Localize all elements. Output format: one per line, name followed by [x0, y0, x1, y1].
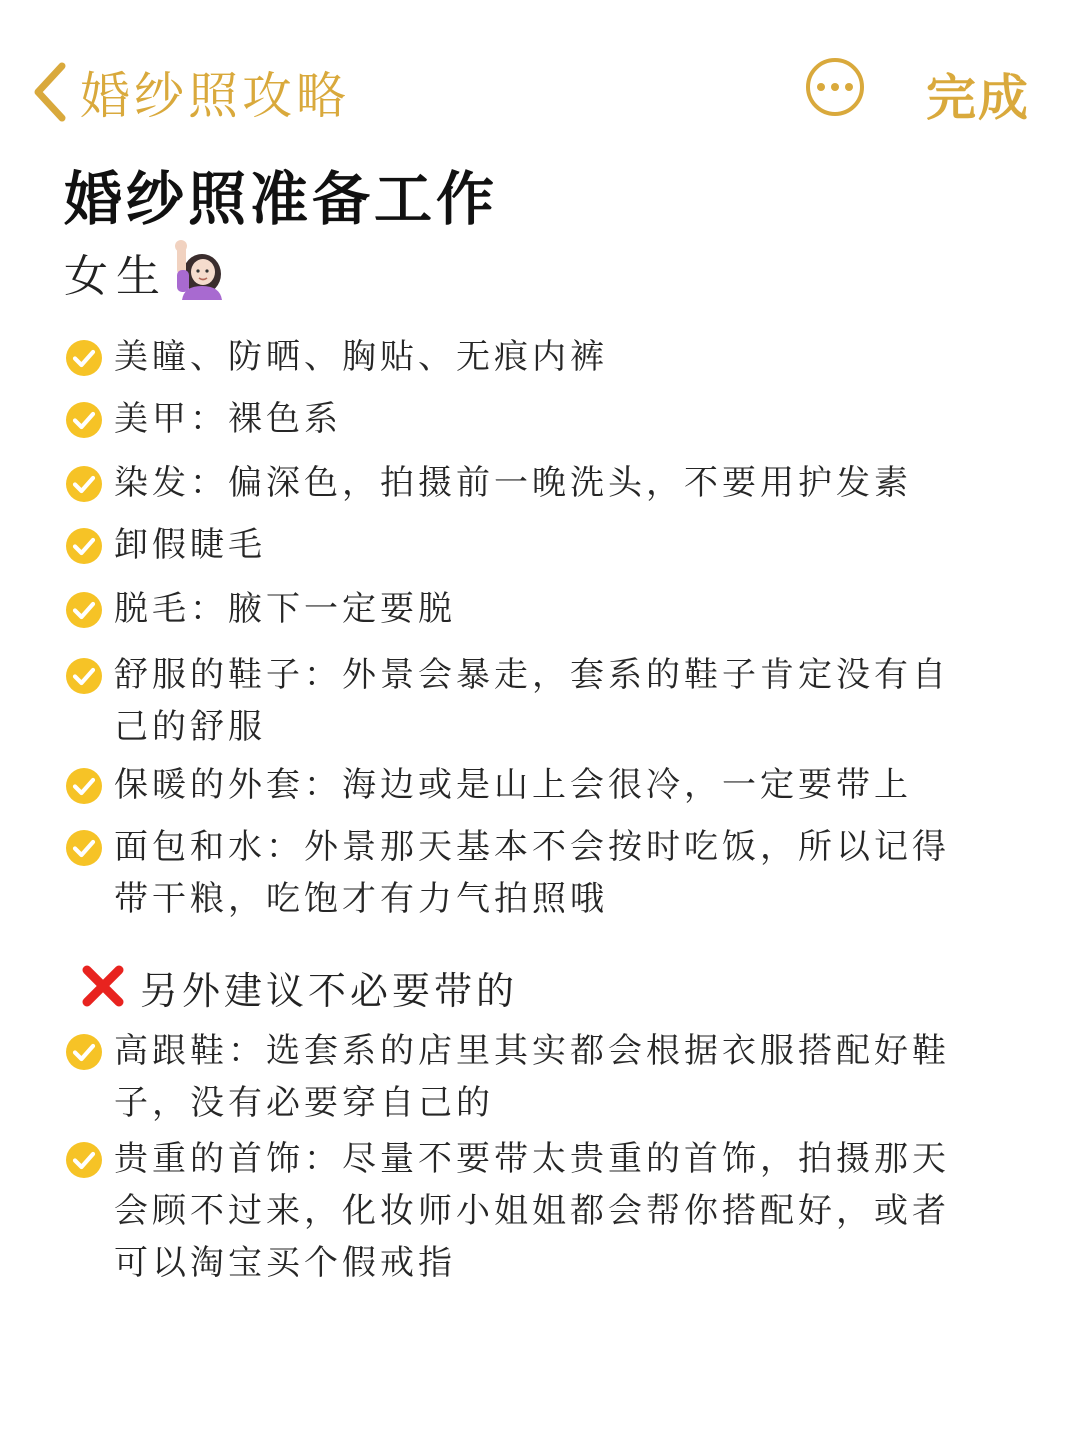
list-item-text: 保暖的外套：海边或是山上会很冷，一定要带上: [114, 765, 912, 805]
section-heading: [80, 960, 518, 1015]
chevron-left-icon: [30, 60, 70, 124]
list-item: [66, 519, 1016, 571]
back-label: 婚纱照攻略: [80, 67, 350, 125]
more-dot: [817, 83, 825, 91]
more-options-button[interactable]: [806, 58, 864, 116]
list-item: [66, 1025, 1016, 1129]
more-dot: [845, 83, 853, 91]
check-circle-icon: [66, 465, 102, 501]
list-item-text: 贵重的首饰：尽量不要带太贵重的首饰，拍摄那天: [114, 1139, 950, 1179]
section-heading-text: 另外建议不必要带的: [140, 969, 519, 1013]
list-item: [66, 331, 1016, 383]
list-item: [66, 759, 1016, 811]
page-title: 婚纱照准备工作: [64, 165, 499, 233]
check-circle-icon: [66, 591, 102, 627]
list-item: [66, 649, 1016, 753]
subtitle: [64, 240, 226, 304]
check-circle-icon: [66, 527, 102, 563]
list-item: [66, 1133, 1016, 1289]
preparation-list: [66, 331, 1016, 925]
list-item-text: 高跟鞋：选套系的店里其实都会根据衣服搭配好鞋: [114, 1031, 950, 1071]
check-circle-icon: [66, 657, 102, 693]
subtitle-text: 女生: [64, 251, 168, 302]
list-item-text: 染发：偏深色，拍摄前一晚洗头，不要用护发素: [114, 463, 912, 503]
red-cross-icon: [80, 963, 126, 1013]
list-item: [66, 583, 1016, 635]
list-item: [66, 457, 1016, 509]
done-button[interactable]: 完成: [926, 69, 1030, 127]
check-circle-icon: [66, 829, 102, 865]
check-circle-icon: [66, 1033, 102, 1069]
check-circle-icon: [66, 767, 102, 803]
back-button[interactable]: [30, 52, 350, 132]
check-circle-icon: [66, 401, 102, 437]
more-dot: [831, 83, 839, 91]
list-item-text: 脱毛：腋下一定要脱: [114, 589, 456, 629]
list-item-text: 舒服的鞋子：外景会暴走，套系的鞋子肯定没有自: [114, 655, 950, 695]
list-item-text: 美甲：裸色系: [114, 399, 342, 439]
not-needed-list: [66, 1025, 1016, 1289]
list-item-text: 带干粮，吃饱才有力气拍照哦: [114, 879, 608, 919]
list-item-text: 会顾不过来，化妆师小姐姐都会帮你搭配好，或者: [114, 1191, 950, 1231]
list-item: [66, 821, 1016, 925]
list-item-text: 子，没有必要穿自己的: [114, 1083, 494, 1123]
list-item-text: 面包和水：外景那天基本不会按时吃饭，所以记得: [114, 827, 950, 867]
check-circle-icon: [66, 339, 102, 375]
list-item-text: 己的舒服: [114, 707, 266, 747]
list-item-text: 可以淘宝买个假戒指: [114, 1243, 456, 1283]
list-item-text: 美瞳、防晒、胸贴、无痕内裤: [114, 337, 608, 377]
woman-raising-hand-icon: [172, 240, 226, 304]
list-item-text: 卸假睫毛: [114, 525, 266, 565]
check-circle-icon: [66, 1141, 102, 1177]
list-item: [66, 393, 1016, 445]
